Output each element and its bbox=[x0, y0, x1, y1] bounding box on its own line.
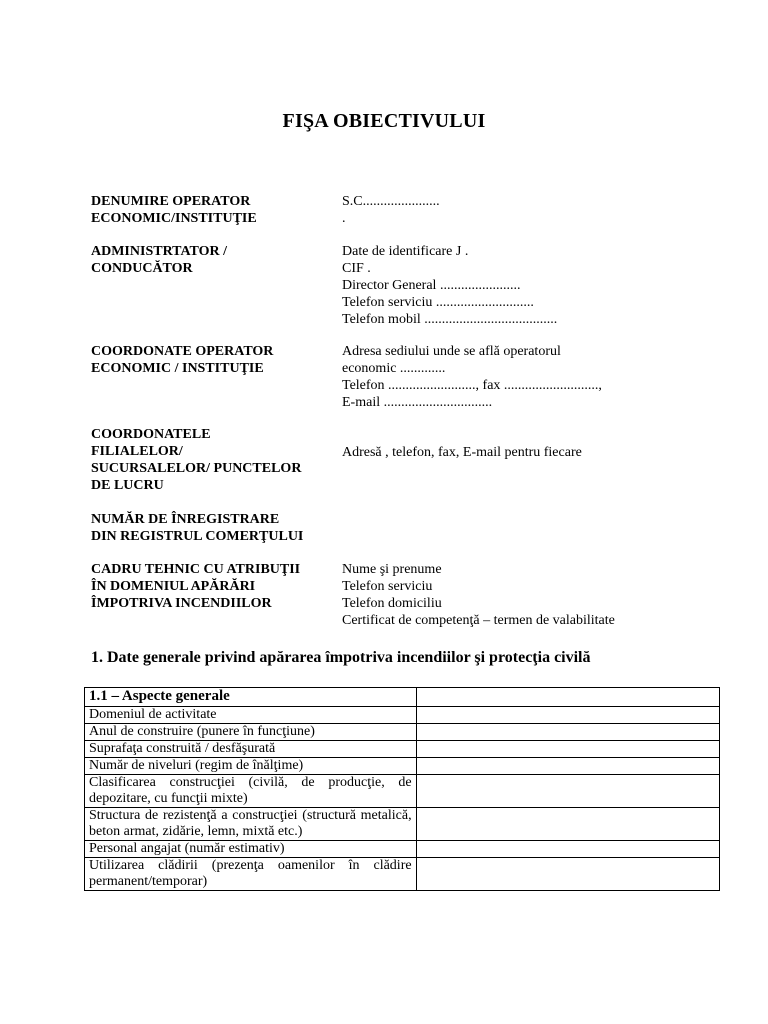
row-label: Domeniul de activitate bbox=[85, 707, 417, 724]
table-row bbox=[85, 758, 720, 775]
table-row bbox=[85, 858, 720, 891]
general-aspects-table bbox=[84, 687, 720, 891]
section-heading: 1. Date generale privind apărarea împotriva incendiilor şi protecţia civilă bbox=[91, 649, 591, 666]
table-value-cell[interactable] bbox=[416, 858, 719, 891]
field-label: ADMINISTRTATOR / CONDUCĂTOR bbox=[91, 244, 228, 276]
document-title: FIŞA OBIECTIVULUI bbox=[282, 110, 486, 132]
table-value-cell[interactable] bbox=[416, 808, 719, 841]
table-row bbox=[85, 741, 720, 758]
row-label: Clasificarea construcţiei (civilă, de producţie, de depozitare, cu funcţii mixte) bbox=[85, 775, 417, 808]
row-label: Utilizarea clădirii (prezenţa oamenilor în clădire permanent/temporar) bbox=[85, 858, 417, 891]
row-label: Număr de niveluri (regim de înălţime) bbox=[85, 758, 417, 775]
field-label: CADRU TEHNIC CU ATRIBUŢII ÎN DOMENIUL APĂRĂRI ÎMPOTRIVA INCENDIILOR bbox=[91, 562, 301, 611]
table-row bbox=[85, 707, 720, 724]
field-label: NUMĂR DE ÎNREGISTRARE DIN REGISTRUL COMERŢULUI bbox=[91, 512, 304, 544]
table-value-cell[interactable] bbox=[416, 775, 719, 808]
table-value-cell[interactable] bbox=[416, 841, 719, 858]
table-header: 1.1 – Aspecte generale bbox=[85, 688, 417, 707]
table-header-row bbox=[85, 688, 720, 707]
table-value-cell[interactable] bbox=[416, 707, 719, 724]
table-row bbox=[85, 841, 720, 858]
table-row bbox=[85, 775, 720, 808]
field-value: Nume şi prenume Telefon serviciu Telefon domiciliu Certificat de competenţă – termen de valabilitate bbox=[342, 562, 615, 628]
row-label: Structura de rezistenţă a construcţiei (structură metalică, beton armat, zidărie, lemn, mixtă etc.) bbox=[85, 808, 417, 841]
table-row bbox=[85, 808, 720, 841]
field-label: COORDONATELE FILIALELOR/ SUCURSALELOR/ PUNCTELOR DE LUCRU bbox=[91, 427, 302, 493]
row-label: Suprafaţa construită / desfăşurată bbox=[85, 741, 417, 758]
field-value: S.C...................... . bbox=[342, 194, 440, 226]
field-label: COORDONATE OPERATOR ECONOMIC / INSTITUŢIE bbox=[91, 344, 274, 376]
field-value: Date de identificare J . CIF . Director General ....................... Telefon serviciu ............................ Telefon mobil ...................................... bbox=[342, 244, 558, 327]
table-row bbox=[85, 724, 720, 741]
table-value-cell[interactable] bbox=[416, 688, 719, 707]
table-value-cell[interactable] bbox=[416, 724, 719, 741]
field-value: Adresă , telefon, fax, E-mail pentru fiecare bbox=[342, 445, 582, 460]
field-value: Adresa sediului unde se află operatorul economic ............. Telefon ........................., fax ..........................., E-mail ............................... bbox=[342, 344, 602, 410]
table-value-cell[interactable] bbox=[416, 758, 719, 775]
table-value-cell[interactable] bbox=[416, 741, 719, 758]
row-label: Personal angajat (număr estimativ) bbox=[85, 841, 417, 858]
field-label: DENUMIRE OPERATOR ECONOMIC/INSTITUŢIE bbox=[91, 194, 257, 226]
row-label: Anul de construire (punere în funcţiune) bbox=[85, 724, 417, 741]
